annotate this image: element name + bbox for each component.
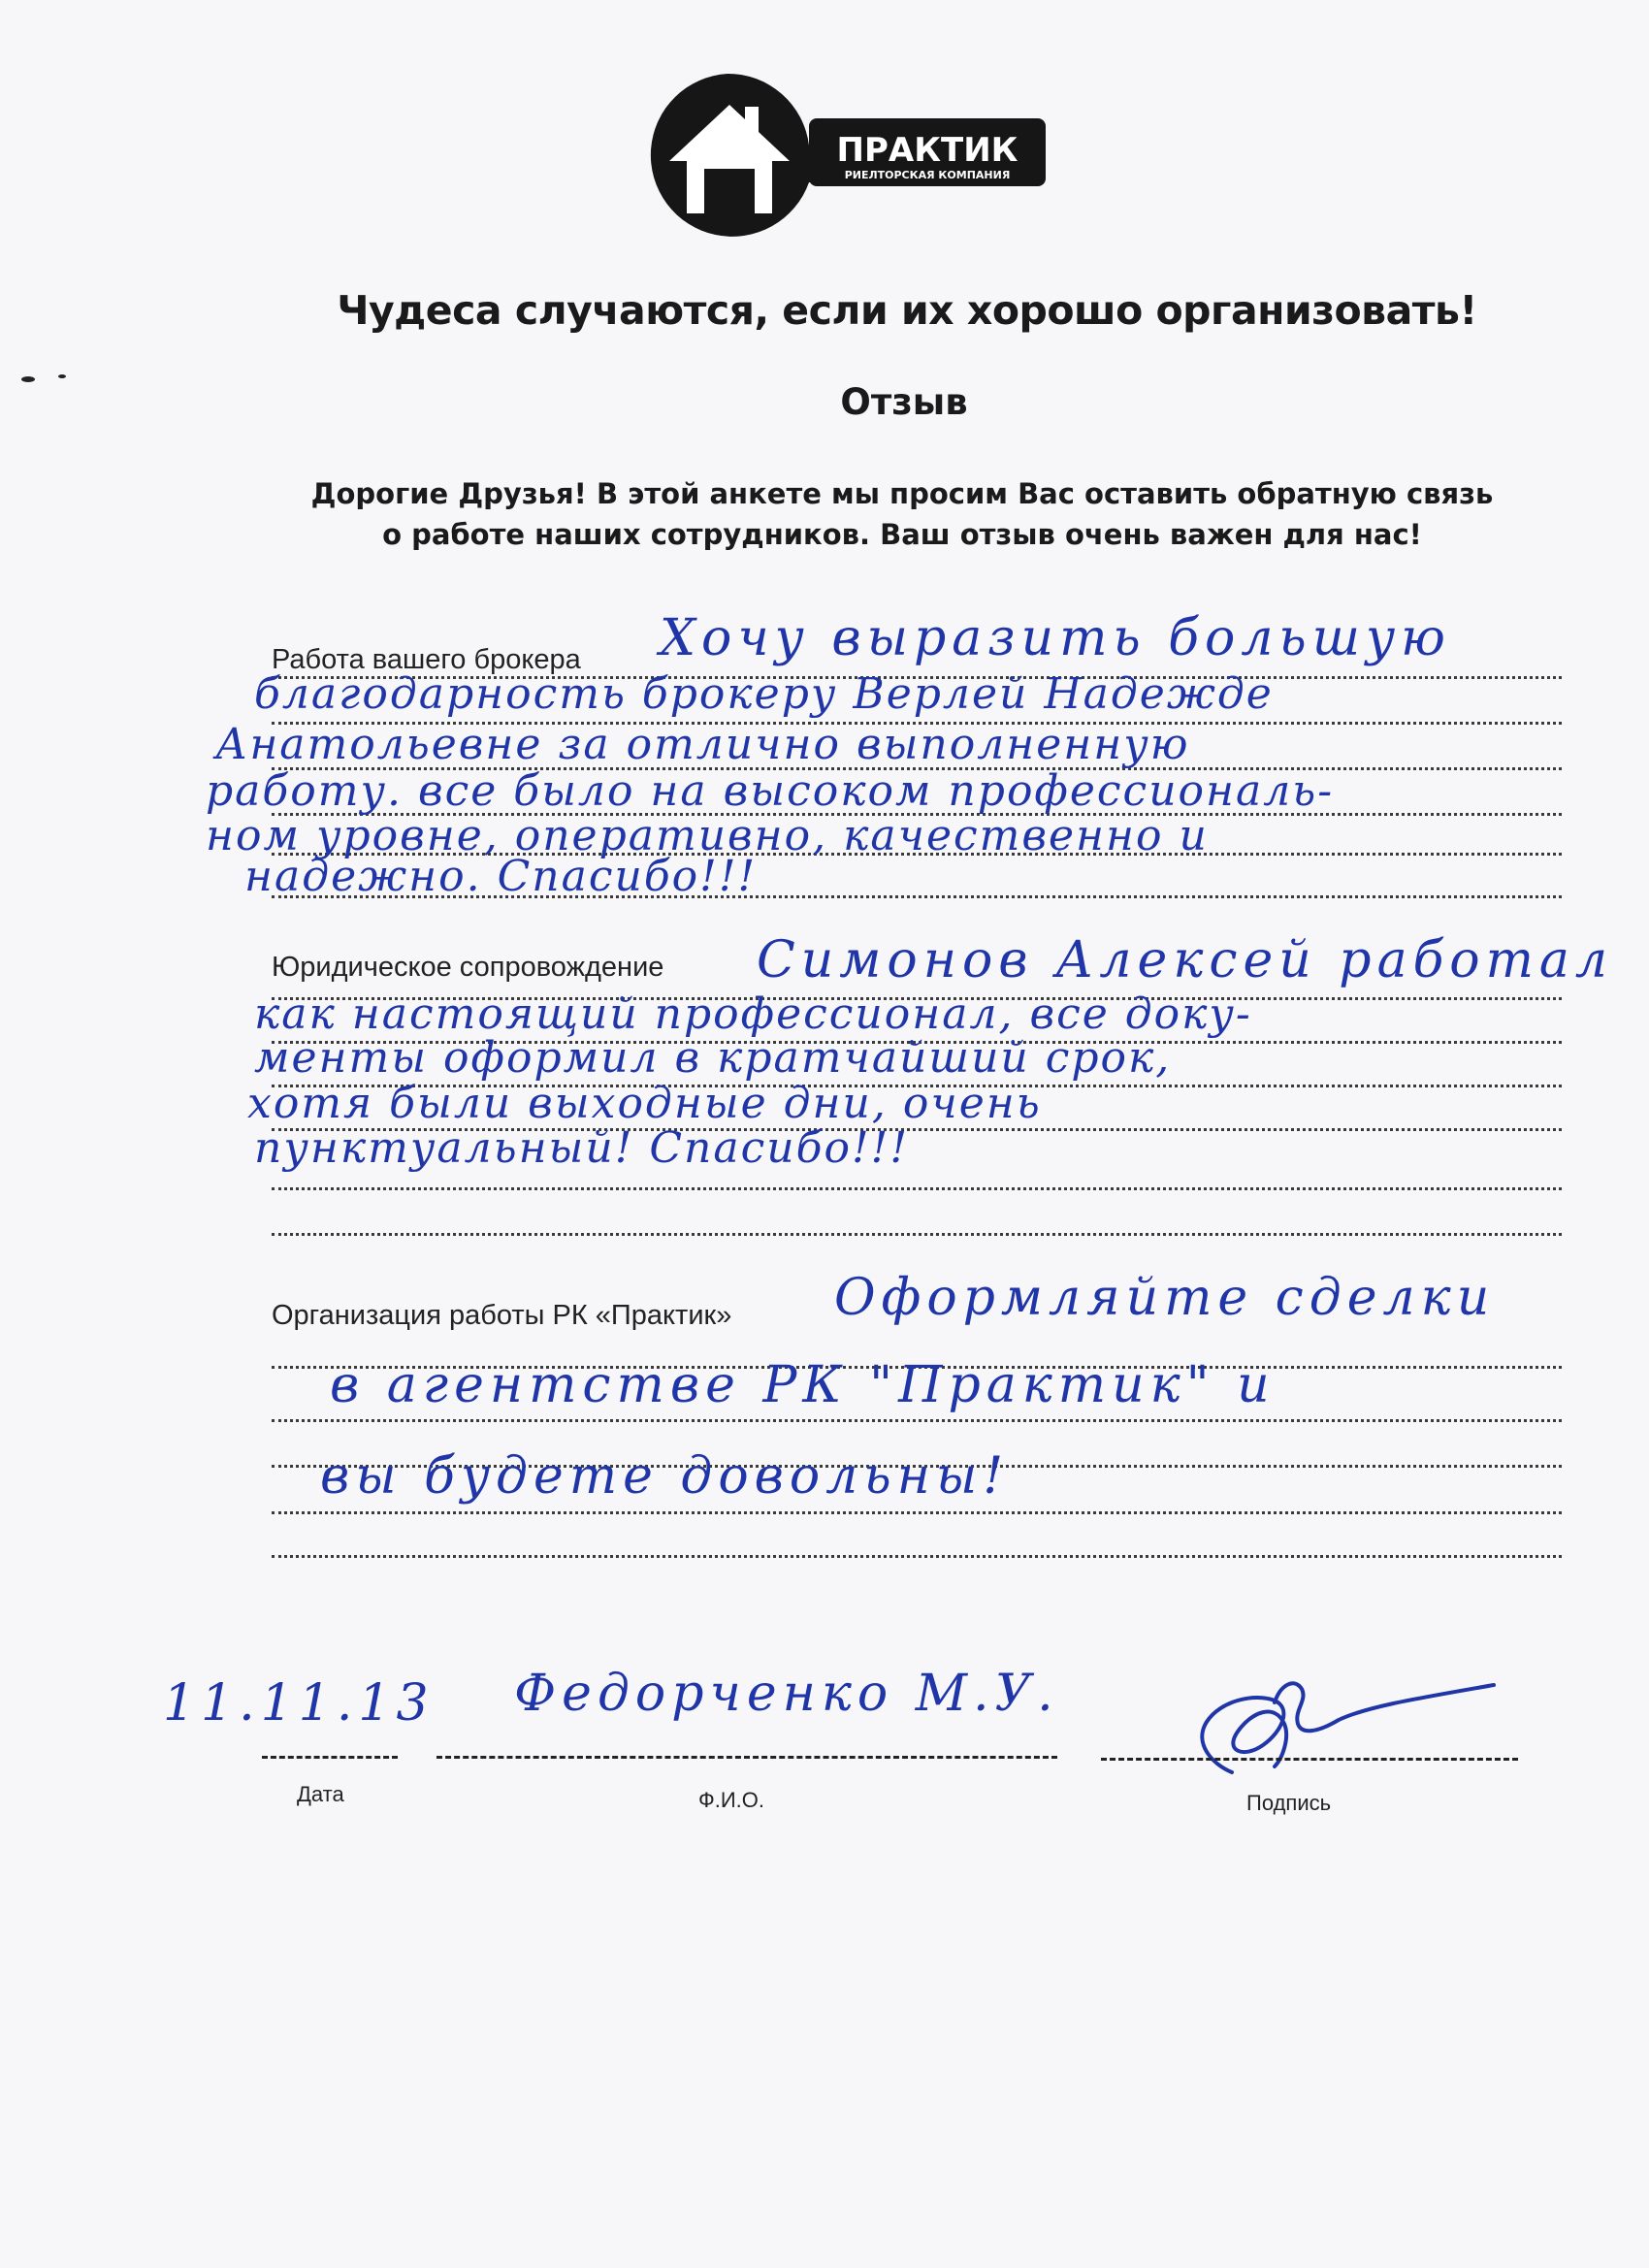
handwritten-line: Анатольевне за отлично выполненную <box>215 720 1190 769</box>
handwritten-line: как настоящий профессионал, все доку- <box>254 989 1252 1039</box>
broker-label: Работа вашего брокера <box>272 644 589 676</box>
intro-text <box>0 473 1649 555</box>
form-line <box>272 1419 1562 1422</box>
logo-subtitle: РИЕЛТОРСКАЯ КОМПАНИЯ <box>844 169 1011 181</box>
page-title: Отзыв <box>840 381 968 423</box>
handwritten-line: Оформляйте сделки <box>834 1269 1496 1327</box>
fio-label: Ф.И.О. <box>698 1788 764 1812</box>
handwritten-line: надежно. Спасибо!!! <box>244 852 758 901</box>
handwritten-line: Хочу выразить большую <box>660 609 1451 667</box>
intro-line: Дорогие Друзья! В этой анкете мы просим Вас оставить обратную связь <box>310 477 1494 510</box>
form-line <box>272 1555 1562 1558</box>
handwritten-line: менты оформил в кратчайший срок, <box>254 1033 1172 1083</box>
handwritten-line: пунктуальный! Спасибо!!! <box>254 1123 909 1173</box>
handwritten-line: благодарность брокеру Верлей Надежде <box>254 669 1274 719</box>
fio-line <box>436 1756 1057 1759</box>
scan-speck <box>58 374 66 378</box>
handwritten-line: в агентстве РК "Практик" и <box>330 1356 1276 1414</box>
handwritten-line: ном уровне, оперативно, качественно и <box>206 811 1209 860</box>
handwritten-line: вы будете довольны! <box>320 1447 1010 1506</box>
handwritten-line: хотя были выходные дни, очень <box>247 1079 1042 1128</box>
logo-name: ПРАКТИК <box>836 131 1018 170</box>
intro-line: о работе наших сотрудников. Ваш отзыв очень важен для нас! <box>382 518 1422 551</box>
handwritten-date: 11.11.13 <box>163 1674 435 1733</box>
handwritten-line: работу. все было на высоком профессиональ- <box>206 766 1335 816</box>
organization-label: Организация работы РК «Практик» <box>272 1300 739 1332</box>
form-line <box>272 1511 1562 1514</box>
signature-label: Подпись <box>1246 1791 1332 1815</box>
legal-label: Юридическое сопровождение <box>272 952 671 984</box>
date-line <box>262 1756 398 1759</box>
form-line <box>272 1187 1562 1190</box>
signature-mark <box>1174 1664 1504 1790</box>
signature-line <box>1101 1758 1518 1761</box>
date-label: Дата <box>297 1782 344 1806</box>
form-line <box>272 1233 1562 1236</box>
company-logo <box>640 68 1067 243</box>
handwritten-fio: Федорченко М.У. <box>514 1665 1059 1723</box>
slogan: Чудеса случаются, если их хорошо организовать! <box>337 287 1477 334</box>
handwritten-line: Симонов Алексей работал <box>757 931 1614 989</box>
